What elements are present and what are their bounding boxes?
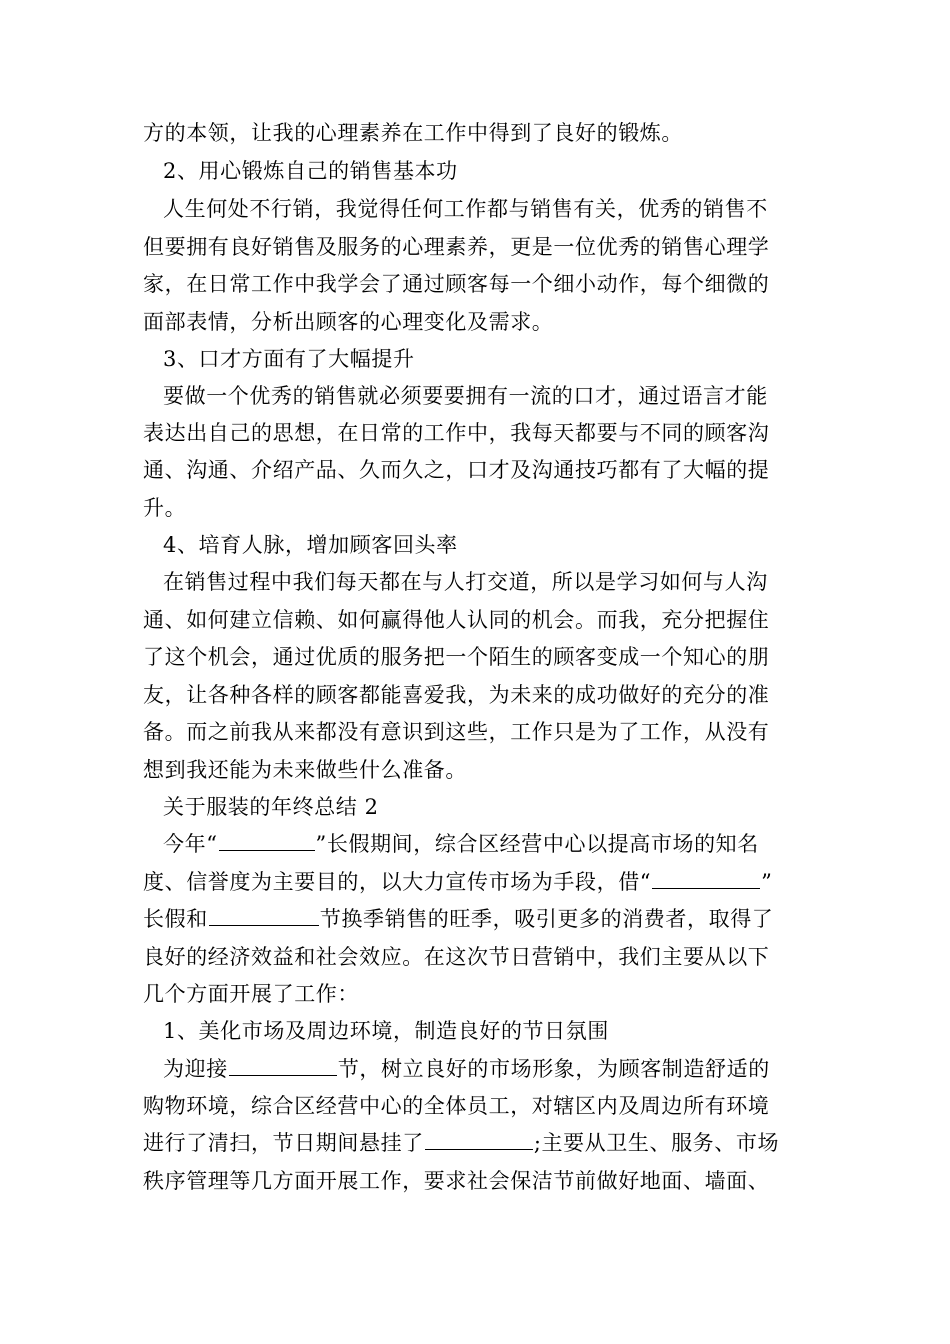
fill-in-blank (652, 868, 760, 889)
paragraph-line: 但要拥有良好销售及服务的心理素养，更是一位优秀的销售心理学 (143, 235, 770, 259)
text-segment: ” (761, 870, 773, 894)
paragraph-line: 要做一个优秀的销售就必须要要拥有一流的口才，通过语言才能 (163, 384, 768, 408)
text-segment: ;主要从卫生、服务、市场 (533, 1131, 780, 1155)
paragraph-line: 升。 (143, 496, 187, 520)
fill-in-blank (229, 1055, 337, 1076)
fill-in-blank (219, 830, 315, 851)
text-segment: 今年“ (163, 832, 218, 856)
text-segment: ”长假期间，综合区经营中心以提高市场的知名 (315, 832, 759, 856)
paragraph-line (143, 864, 813, 901)
paragraph-line: 通、如何建立信赖、如何赢得他人认同的机会。而我，充分把握住 (143, 608, 770, 632)
paragraph-line: 人生何处不行销，我觉得任何工作都与销售有关，优秀的销售不 (163, 197, 768, 221)
paragraph-line: 想到我还能为未来做些什么准备。 (143, 758, 467, 782)
text-segment: 长假和 (143, 907, 208, 931)
section-heading: 2、用心锻炼自己的销售基本功 (163, 159, 458, 183)
paragraph-line (163, 826, 833, 863)
paragraph-line: 几个方面开展了工作： (143, 982, 359, 1006)
text-segment: 节，树立良好的市场形象，为顾客制造舒适的 (337, 1057, 770, 1081)
paragraph-line: 表达出自己的思想，在日常的工作中，我每天都要与不同的顾客沟 (143, 421, 770, 445)
paragraph-line: 通、沟通、介绍产品、久而久之，口才及沟通技巧都有了大幅的提 (143, 458, 770, 482)
section-heading: 4、培育人脉，增加顾客回头率 (163, 533, 458, 557)
paragraph-line: 方的本领，让我的心理素养在工作中得到了良好的锻炼。 (143, 121, 683, 145)
paragraph-line: 秩序管理等几方面开展工作，要求社会保洁节前做好地面、墙面、 (143, 1169, 770, 1193)
article-title: 关于服装的年终总结 2 (163, 795, 379, 819)
paragraph-line: 友，让各种各样的顾客都能喜爱我，为未来的成功做好的充分的准 (143, 683, 770, 707)
text-segment: 节换季销售的旺季，吸引更多的消费者，取得了 (319, 907, 774, 931)
paragraph-line: 了这个机会，通过优质的服务把一个陌生的顾客变成一个知心的朋 (143, 645, 770, 669)
fill-in-blank (209, 905, 319, 926)
paragraph-line: 在销售过程中我们每天都在与人打交道，所以是学习如何与人沟 (163, 570, 768, 594)
paragraph-line (163, 1051, 833, 1088)
paragraph-line (143, 901, 813, 938)
paragraph-line (143, 1125, 813, 1162)
text-segment: 进行了清扫，节日期间悬挂了 (143, 1131, 424, 1155)
text-segment: 度、信誉度为主要目的，以大力宣传市场为手段，借“ (143, 870, 652, 894)
section-heading: 1、美化市场及周边环境，制造良好的节日氛围 (163, 1019, 609, 1043)
paragraph-line: 面部表情，分析出顾客的心理变化及需求。 (143, 310, 554, 334)
paragraph-line: 购物环境，综合区经营中心的全体员工，对辖区内及周边所有环境 (143, 1094, 770, 1118)
paragraph-line: 良好的经济效益和社会效应。在这次节日营销中，我们主要从以下 (143, 945, 770, 969)
paragraph-line: 家，在日常工作中我学会了通过顾客每一个细小动作，每个细微的 (143, 272, 770, 296)
text-segment: 为迎接 (163, 1057, 228, 1081)
paragraph-line: 备。而之前我从来都没有意识到这些，工作只是为了工作，从没有 (143, 720, 770, 744)
section-heading: 3、口才方面有了大幅提升 (163, 347, 415, 371)
fill-in-blank (425, 1129, 533, 1150)
